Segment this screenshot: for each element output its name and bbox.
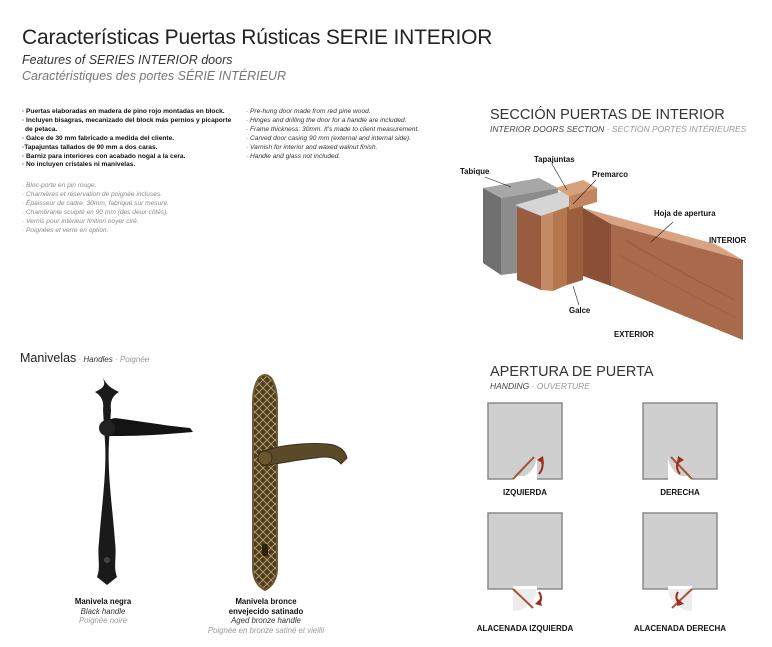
features-en-list [246,108,481,161]
black-handle-lever [107,418,193,436]
feature-es-item: · Puertas elaboradas en madera de pino rojo montadas en block. [22,108,225,115]
handles-subtitle-fr: Poignée [119,355,150,364]
room-box [488,513,562,589]
apertura-subtitle-fr: OUVERTURE [536,381,590,391]
jamb [553,207,567,291]
feature-en-item: · Pre-hung door made from red pine wood. [246,108,371,115]
section-title: SECCIÓN PUERTAS DE INTERIOR [490,107,725,123]
casing-left-front [541,212,553,291]
label-galce: Galce [569,306,591,315]
feature-en-item: · Handle and glass not included. [246,152,341,160]
black-handle-keyhole [104,557,110,563]
label-exterior: EXTERIOR [614,330,654,339]
handing-izquierda-diagram [487,402,563,484]
feature-es-item: ·Tapajuntas tallados de 90 mm a dos caras. [22,143,158,151]
label-tapajuntas: Tapajuntas [534,155,575,164]
apertura-subtitle [490,381,590,391]
black-handle-rosette [99,420,115,436]
bronze-handle-caption [200,597,332,635]
section-subtitle-fr: SECTION PORTES INTÉRIEURES [611,124,747,134]
feature-es-item: · Incluyen bisagras, mecanizado del block más pernios y picaporte [22,116,232,124]
handing-alacenada-derecha-diagram [642,512,718,612]
subtitle-separator: · [604,124,612,134]
feature-fr-item: · Charnières et réservation de poignée incluses. [22,190,163,198]
feature-fr-item: · Épaisseur de cadre: 30mm, fabriqué sur mesure. [22,199,169,207]
section-subtitle-en: INTERIOR DOORS SECTION [490,124,605,134]
door-section-diagram [455,150,755,350]
black-handle-name: Manivela negra [74,597,132,606]
section-subtitle [490,124,746,134]
subtitle-separator: · [76,355,84,364]
apertura-subtitle-en: HANDING [490,381,530,391]
galce-strip [567,202,583,285]
subtitle-separator: · [529,381,537,391]
feature-fr-item: · Vernis pour intérieur finition noyer ciré. [22,217,139,225]
page-subtitle-fr: Caractéristiques des portes SÉRIE INTÉRIEUR [22,69,286,83]
page-title: Características Puertas Rústicas SERIE INTERIOR [22,26,493,49]
handing-label-alacenada-derecha: ALACENADA DERECHA [633,624,727,633]
feature-en-item: · Frame thickness: 30mm. It's made to client measurement. [246,125,420,133]
apertura-title: APERTURA DE PUERTA [490,364,654,380]
bronze-handle-plate [253,375,277,590]
bronze-handle-en: Aged bronze handle [231,616,301,626]
bronze-handle-keyhole [262,544,268,556]
handing-label-derecha: DERECHA [660,488,700,497]
handing-label-alacenada-izquierda: ALACENADA IZQUIERDA [476,624,574,633]
handles-title: Manivelas [20,351,77,365]
bronze-handle-fr: Poignée en bronze satiné et vieilli [207,625,325,635]
bronze-handle-rosette [258,451,272,465]
black-handle-fr: Poignée noire [78,616,128,626]
bronze-handle-name-line2: envejecido satinado [228,606,304,616]
black-handle-plate [95,376,119,585]
bronze-handle-image [235,372,375,597]
feature-es-item: de petaca. [25,125,58,133]
features-fr-list [22,182,257,235]
page-subtitle-en: Features of SERIES INTERIOR doors [22,53,233,67]
subtitle-separator: · [112,355,120,364]
handles-subtitle-en: Handles [83,355,113,364]
wall-side [483,188,501,275]
feature-es-item: · Galce de 30 mm fabricado a medida del cliente. [22,134,175,142]
black-handle-en: Black handle [80,606,126,616]
label-tabique: Tabique [460,167,490,176]
leader-galce [573,286,579,305]
handing-alacenada-izquierda-diagram [487,512,563,612]
bronze-handle-name-line1: Manivela bronce [235,597,297,606]
label-interior: INTERIOR [709,236,747,245]
black-handle-image [55,372,215,597]
label-premarco: Premarco [592,170,628,179]
feature-es-item: · Barniz para interiores con acabado nogal a la cera. [22,152,186,160]
feature-es-item: · No incluyen cristales ni manivelas. [22,161,136,169]
label-hoja-apertura: Hoja de apertura [654,209,716,218]
black-handle-caption [62,597,144,626]
room-box [643,513,717,589]
casing-left-side [517,207,541,290]
feature-en-item: · Carved door casing 90 mm (external and internal side). [246,134,411,142]
feature-fr-item: · Chambranle sculpté en 90 mm (des deux côtés). [22,208,169,216]
feature-en-item: · Hinges and drilling the door for a handle are included. [246,116,407,124]
feature-fr-item: · Poignées et verre en option. [22,226,109,234]
features-es-list [22,108,257,170]
handles-heading [20,349,149,367]
handing-label-izquierda: IZQUIERDA [503,488,547,497]
feature-en-item: · Varnish for interior and waxed walnut finish. [246,143,378,151]
feature-fr-item: · Bloc-porte en pin rouge. [22,182,97,189]
handing-derecha-diagram [642,402,718,484]
